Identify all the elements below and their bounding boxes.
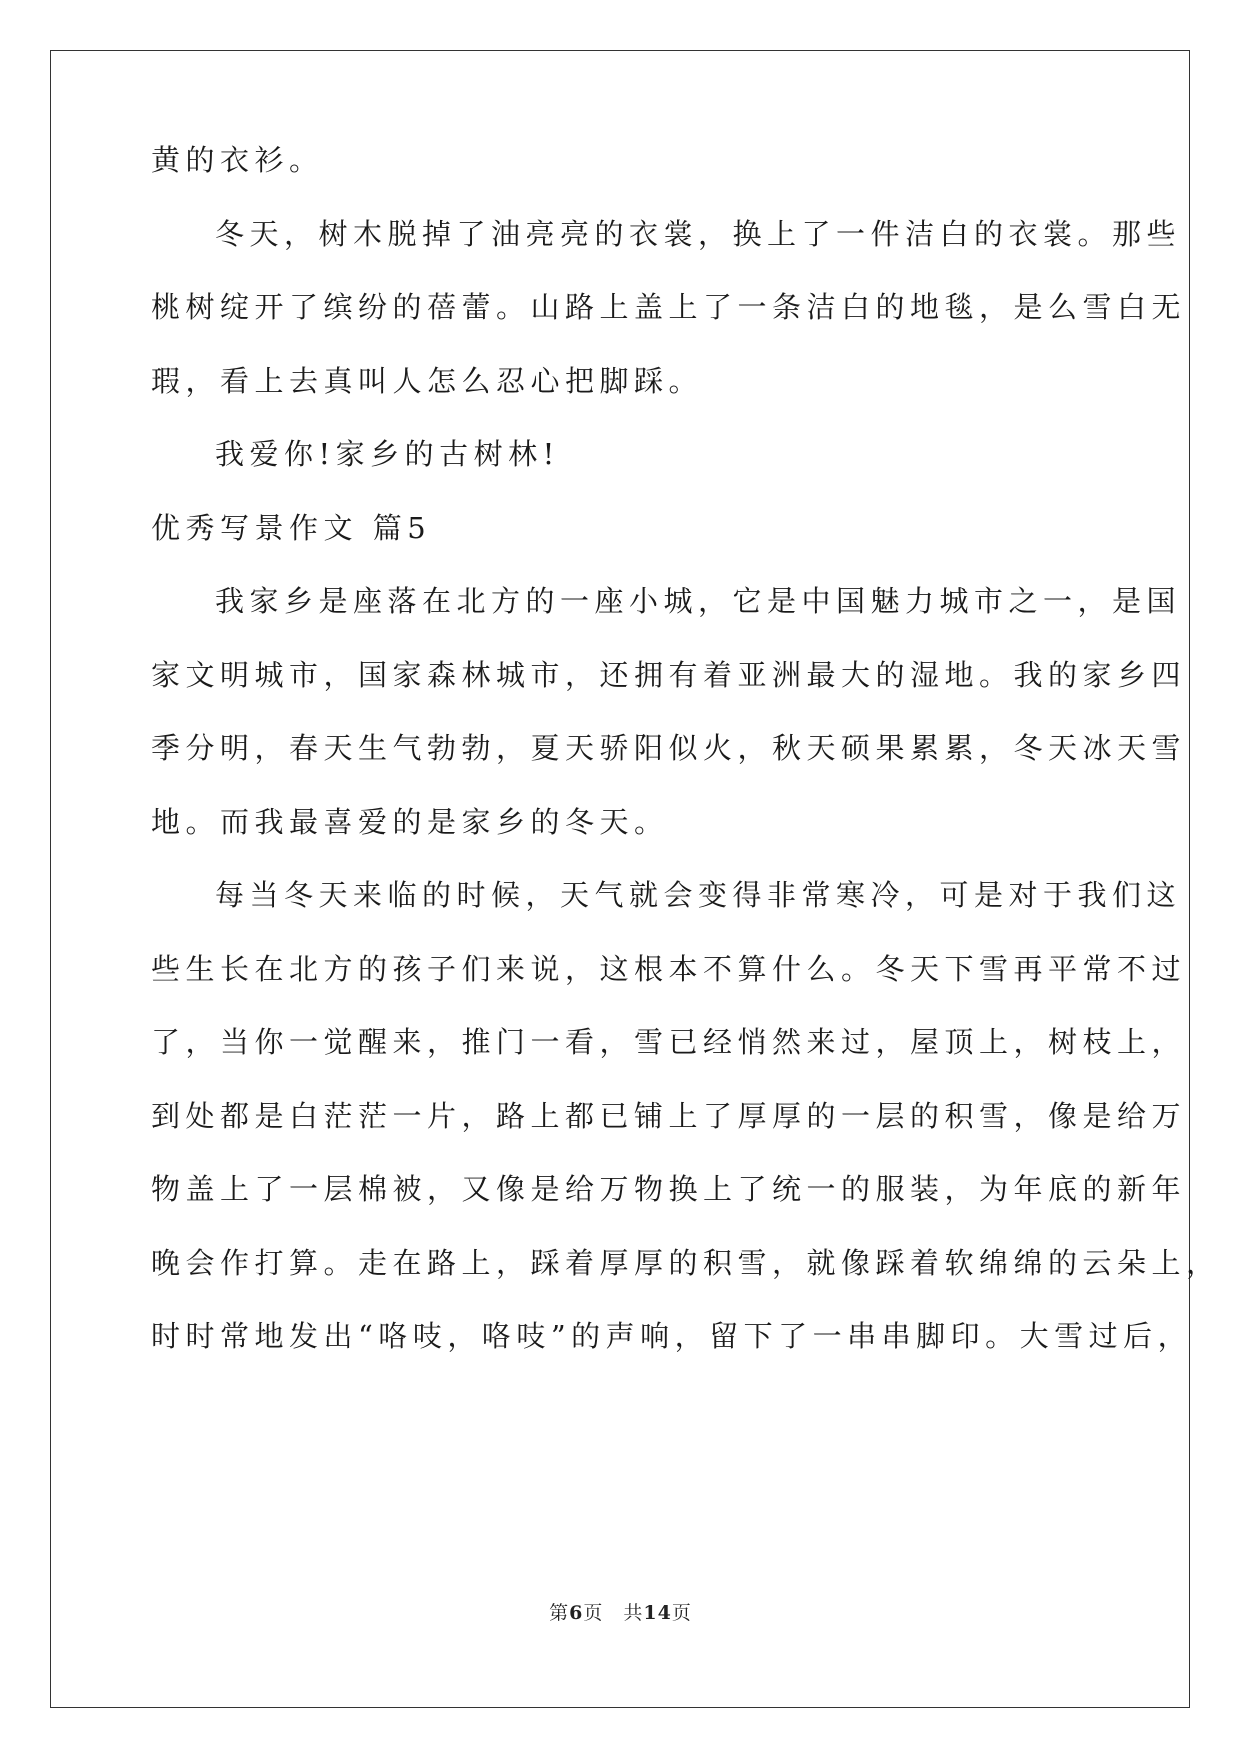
current-page-number: 6 xyxy=(569,1602,584,1624)
text-line: 我爱你!家乡的古树林! xyxy=(215,437,560,471)
total-page-number: 14 xyxy=(643,1602,672,1624)
text-line: 我家乡是座落在北方的一座小城，它是中国魅力城市之一，是国 xyxy=(215,584,1182,618)
text-line: 季分明，春天生气勃勃，夏天骄阳似火，秋天硕果累累，冬天冰天雪 xyxy=(151,731,1187,765)
text-line: 地。而我最喜爱的是家乡的冬天。 xyxy=(151,804,669,839)
section-heading: 优秀写景作文 篇5 xyxy=(151,510,432,545)
text-line: 到处都是白茫茫一片，路上都已铺上了厚厚的一层的积雪，像是给万 xyxy=(151,1098,1187,1133)
text-line: 每当冬天来临的时候，天气就会变得非常寒冷，可是对于我们这 xyxy=(215,878,1182,912)
footer-mid: 页 共 xyxy=(583,1602,644,1624)
text-line: 冬天，树木脱掉了油亮亮的衣裳，换上了一件洁白的衣裳。那些 xyxy=(215,216,1182,251)
text-line: 晚会作打算。走在路上，踩着厚厚的积雪，就像踩着软绵绵的云朵上， xyxy=(151,1245,1221,1280)
text-line: 了，当你一觉醒来，推门一看，雪已经悄然来过，屋顶上，树枝上， xyxy=(151,1025,1187,1059)
page-footer xyxy=(0,1598,1241,1625)
text-line: 瑕，看上去真叫人怎么忍心把脚踩。 xyxy=(151,363,704,398)
text-line: 家文明城市，国家森林城市，还拥有着亚洲最大的湿地。我的家乡四 xyxy=(151,657,1187,692)
footer-suffix: 页 xyxy=(671,1602,692,1624)
footer-prefix: 第 xyxy=(549,1602,570,1624)
document-body xyxy=(151,143,1221,1410)
text-line: 桃树绽开了缤纷的蓓蕾。山路上盖上了一条洁白的地毯，是么雪白无 xyxy=(151,290,1187,324)
text-line: 黄的衣衫。 xyxy=(151,143,324,177)
text-line: 时时常地发出“咯吱，咯吱”的声响，留下了一串串脚印。大雪过后， xyxy=(151,1319,1193,1353)
text-line: 些生长在北方的孩子们来说，这根本不算什么。冬天下雪再平常不过 xyxy=(151,951,1187,986)
text-line: 物盖上了一层棉被，又像是给万物换上了统一的服装，为年底的新年 xyxy=(151,1172,1187,1206)
